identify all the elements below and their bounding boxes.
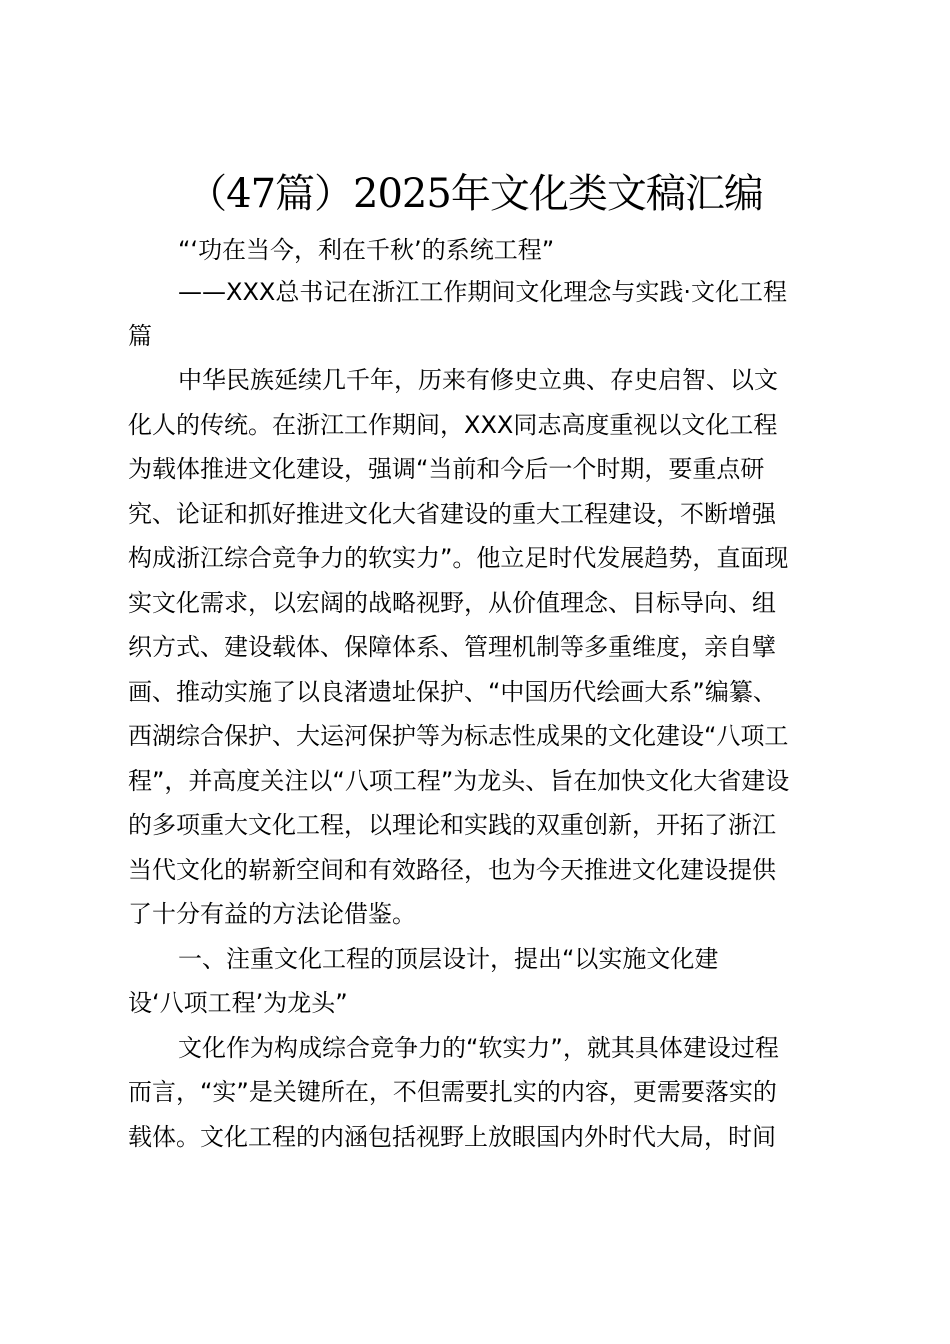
paragraph-1-line: 化人的传统。在浙江工作期间，XXX同志高度重视以文化工程 bbox=[128, 411, 778, 439]
section-heading-line-2: 设‘八项工程’为龙头” bbox=[128, 989, 348, 1017]
paragraph-1-line: 究、论证和抓好推进文化大省建设的重大工程建设，不断增强 bbox=[128, 500, 776, 528]
paragraph-1-line: 了十分有益的方法论借鉴。 bbox=[128, 900, 416, 928]
paragraph-1-line: 西湖综合保护、大运河保护等为标志性成果的文化建设“八项工 bbox=[128, 722, 789, 750]
paragraph-1-line: 中华民族延续几千年，历来有修史立典、存史启智、以文 bbox=[178, 366, 778, 394]
paragraph-1-line: 实文化需求，以宏阔的战略视野，从价值理念、目标导向、组 bbox=[128, 589, 776, 617]
document-title: （47篇）2025年文化类文稿汇编 bbox=[187, 171, 763, 217]
paragraph-1-line: 当代文化的崭新空间和有效路径，也为今天推进文化建设提供 bbox=[128, 856, 776, 884]
byline-line-2: 篇 bbox=[128, 322, 152, 350]
paragraph-2-line: 载体。文化工程的内涵包括视野上放眼国内外时代大局，时间 bbox=[128, 1123, 776, 1151]
paragraph-1-line: 的多项重大文化工程，以理论和实践的双重创新，开拓了浙江 bbox=[128, 811, 776, 839]
byline-line-1: ——XXX总书记在浙江工作期间文化理念与实践·文化工程 bbox=[178, 278, 787, 306]
paragraph-1-line: 织方式、建设载体、保障体系、管理机制等多重维度，亲自擘 bbox=[128, 633, 776, 661]
subtitle: “‘功在当今，利在千秋’的系统工程” bbox=[178, 236, 555, 264]
section-heading-line-1: 一、注重文化工程的顶层设计，提出“以实施文化建 bbox=[178, 945, 719, 973]
paragraph-2-line: 文化作为构成综合竞争力的“软实力”，就其具体建设过程 bbox=[178, 1034, 779, 1062]
paragraph-1-line: 为载体推进文化建设，强调“当前和今后一个时期，要重点研 bbox=[128, 455, 765, 483]
paragraph-1-line: 构成浙江综合竞争力的软实力”。他立足时代发展趋势，直面现 bbox=[128, 544, 789, 572]
paragraph-2-line: 而言，“实”是关键所在，不但需要扎实的内容，更需要落实的 bbox=[128, 1078, 777, 1106]
paragraph-1-line: 程”，并高度关注以“八项工程”为龙头、旨在加快文化大省建设 bbox=[128, 767, 790, 795]
paragraph-1-line: 画、推动实施了以良渚遗址保护、“中国历代绘画大系”编纂、 bbox=[128, 678, 777, 706]
